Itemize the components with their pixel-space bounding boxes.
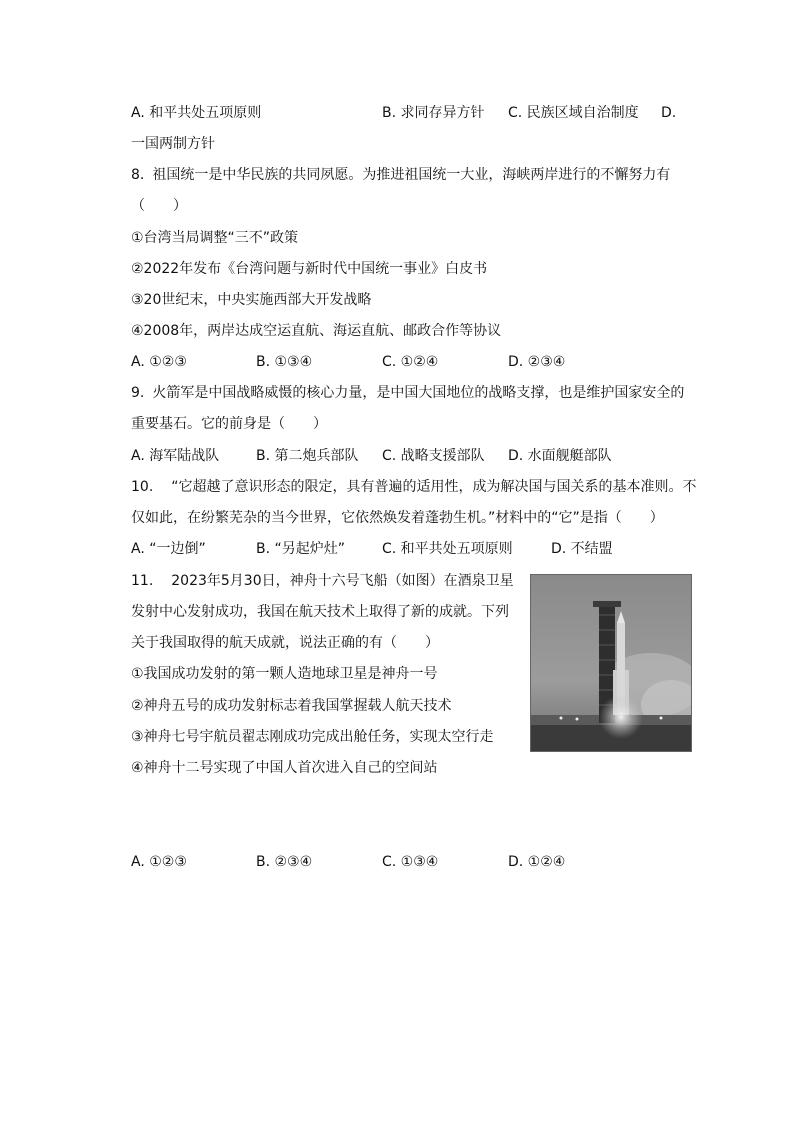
q8-stem-text: 祖国统一是中华民族的共同夙愿。为推进祖国统一大业，海峡两岸进行的不懈努力有 [152,167,671,183]
q8-item-4: ④2008年，两岸达成空运直航、海运直航、邮政合作等协议 [131,323,502,339]
q11-option-c: C. ①③④ [382,854,439,870]
q8-option-b: B. ①③④ [256,354,313,370]
q10-stem-line-1 [131,477,697,497]
q10-option-d: D. 不结盟 [551,541,613,557]
q11-option-d: D. ①②④ [508,854,566,870]
q8-item-1: ①台湾当局调整“三不”政策 [131,230,299,246]
q10-stem-line-2: 仅如此，在纷繁芜杂的当今世界，它依然焕发着蓬勃生机。”材料中的“它”是指（ ） [131,510,664,526]
q10-option-a: A. “一边倒” [131,541,206,557]
q7-option-c: C. 民族区域自治制度 [508,105,639,121]
q9-stem-text: 火箭军是中国战略威慑的核心力量，是中国大国地位的战略支撑，也是维护国家安全的 [152,385,685,401]
q10-stem-text: “它超越了意识形态的限定，具有普遍的适用性，成为解决国与国关系的基本准则。不 [171,479,697,495]
q7-option-a: A. 和平共处五项原则 [131,105,262,121]
q9-option-c: C. 战略支援部队 [382,448,485,464]
q9-option-a: A. 海军陆战队 [131,448,220,464]
q8-option-d: D. ②③④ [508,354,566,370]
q8-item-2: ②2022年发布《台湾问题与新时代中国统一事业》白皮书 [131,261,488,277]
q10-number: 10. [131,479,154,495]
q8-stem-line-2: （ ） [131,198,187,214]
q8-number: 8. [131,167,145,183]
q8-item-3: ③20世纪末，中央实施西部大开发战略 [131,292,372,308]
q9-stem-line-2: 重要基石。它的前身是（ ） [131,416,327,432]
q11-item-4: ④神舟十二号实现了中国人首次进入自己的空间站 [131,760,438,776]
q11-stem-line-3: 关于我国取得的航天成就，说法正确的有（ ） [131,635,439,651]
rocket-launch-photo [530,574,692,752]
q9-number: 9. [131,385,145,401]
q11-option-a: A. ①②③ [131,854,187,870]
q10-option-c: C. 和平共处五项原则 [382,541,513,557]
q11-item-3: ③神舟七号宇航员翟志刚成功完成出舱任务，实现太空行走 [131,729,494,745]
q10-option-b: B. “另起炉灶” [256,541,346,557]
q9-option-b: B. 第二炮兵部队 [256,448,359,464]
q9-stem-line-1 [131,383,684,403]
q8-stem-line-1 [131,165,670,185]
q11-item-1: ①我国成功发射的第一颗人造地球卫星是神舟一号 [131,666,438,682]
q11-stem-text: 2023年5月30日，神舟十六号飞船（如图）在酒泉卫星 [171,573,514,589]
q7-option-d-label: D. [661,105,677,121]
q11-number: 11. [131,573,154,589]
q8-option-c: C. ①②④ [382,354,439,370]
q7-option-b: B. 求同存异方针 [382,105,485,121]
q8-option-a: A. ①②③ [131,354,187,370]
q11-option-b: B. ②③④ [256,854,313,870]
q9-option-d: D. 水面舰艇部队 [508,448,612,464]
q11-item-2: ②神舟五号的成功发射标志着我国掌握载人航天技术 [131,698,452,714]
q11-stem-line-1 [131,571,514,591]
q7-option-d-text: 一国两制方针 [131,136,215,152]
q11-stem-line-2: 发射中心发射成功，我国在航天技术上取得了新的成就。下列 [131,604,509,620]
